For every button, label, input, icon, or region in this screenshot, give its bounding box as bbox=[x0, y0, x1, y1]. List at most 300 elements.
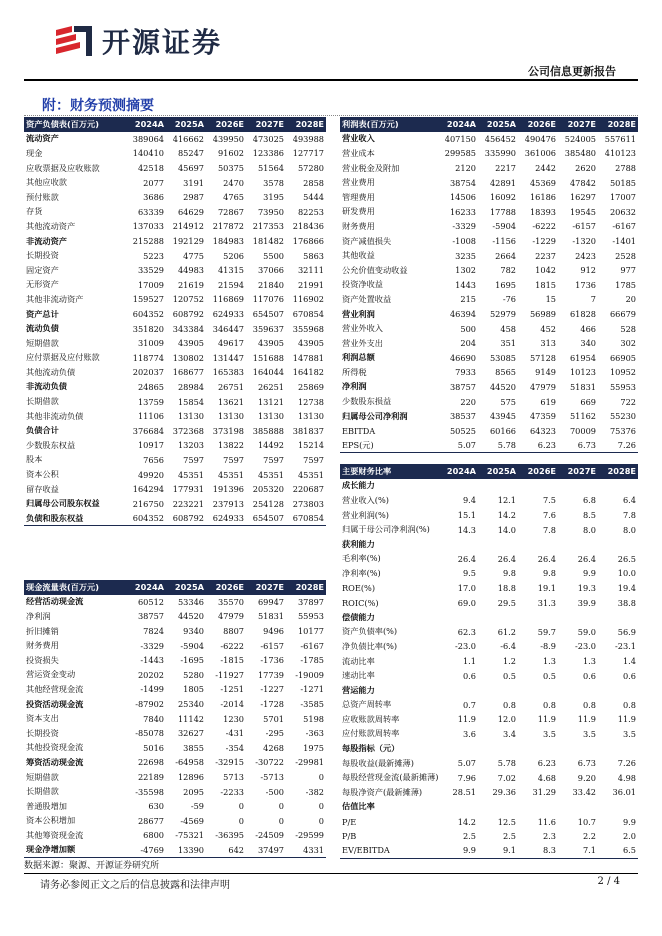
table-row bbox=[340, 785, 638, 800]
cell-value: 1230 bbox=[223, 713, 244, 724]
table-row bbox=[24, 307, 326, 322]
cell-value: 1.4 bbox=[622, 656, 636, 667]
cell-value: 493988 bbox=[292, 133, 324, 144]
table-row bbox=[24, 638, 326, 653]
cell-value: 66679 bbox=[609, 309, 636, 320]
cell-value: 63339 bbox=[137, 206, 164, 217]
row-label: P/B bbox=[342, 831, 357, 842]
financial-ratios-table bbox=[340, 464, 638, 859]
column-header: 2027E bbox=[246, 117, 286, 132]
table-row bbox=[340, 843, 638, 858]
cell-value: 3578 bbox=[263, 177, 284, 188]
cell-value: 120752 bbox=[172, 294, 204, 305]
cell-value: 410123 bbox=[604, 148, 636, 159]
cell-value: 20632 bbox=[609, 206, 636, 217]
cell-value: 313 bbox=[540, 338, 556, 349]
table-row bbox=[24, 726, 326, 741]
cell-value: 2423 bbox=[575, 250, 596, 261]
cell-value: 25340 bbox=[177, 699, 204, 710]
cell-value: 9.9 bbox=[438, 843, 478, 858]
row-label: 预付账款 bbox=[26, 191, 59, 202]
cell-value: 140410 bbox=[132, 148, 164, 159]
cell-value: -6.4 bbox=[500, 641, 516, 652]
cell-value bbox=[478, 610, 518, 625]
income-statement-table bbox=[340, 117, 638, 453]
cell-value: 5198 bbox=[303, 713, 324, 724]
row-label: 长期投资 bbox=[26, 727, 59, 738]
table-row bbox=[340, 219, 638, 234]
cell-value bbox=[598, 800, 638, 815]
cell-value: 61.2 bbox=[497, 626, 516, 637]
cell-value: -2233 bbox=[220, 786, 244, 797]
table-row bbox=[340, 814, 638, 829]
table-row bbox=[24, 278, 326, 293]
cell-value: 654507 bbox=[252, 309, 284, 320]
cell-value: -23.0 bbox=[575, 641, 596, 652]
cell-value: 361006 bbox=[524, 148, 556, 159]
cell-value bbox=[438, 610, 478, 625]
row-label: 无形资产 bbox=[26, 279, 59, 290]
row-label: 其他流动负债 bbox=[26, 366, 76, 377]
cell-value: 51831 bbox=[257, 611, 284, 622]
cell-value: 44520 bbox=[177, 611, 204, 622]
cell-value: 5206 bbox=[223, 250, 244, 261]
table-row bbox=[24, 351, 326, 366]
column-header: 2026E bbox=[518, 464, 558, 479]
cell-value: 52979 bbox=[489, 309, 516, 320]
table-row bbox=[340, 351, 638, 366]
cell-value: 217872 bbox=[212, 221, 244, 232]
column-header: 2024A bbox=[438, 117, 478, 132]
cell-value: -19009 bbox=[295, 669, 324, 680]
cell-value: -6222 bbox=[532, 221, 556, 232]
cell-value: 5.78 bbox=[478, 438, 518, 453]
cell-value: -30722 bbox=[255, 757, 284, 768]
cell-value: 137033 bbox=[132, 221, 164, 232]
row-label: 长期投资 bbox=[26, 250, 59, 261]
cell-value: -6157 bbox=[260, 640, 284, 651]
row-label: 少数股东权益 bbox=[26, 439, 76, 450]
cell-value: 654507 bbox=[246, 511, 286, 526]
cell-value: 51564 bbox=[257, 163, 284, 174]
cell-value: 2788 bbox=[615, 163, 636, 174]
cell-value: 2.2 bbox=[582, 831, 596, 842]
cell-value: 10952 bbox=[609, 367, 636, 378]
table-row bbox=[340, 394, 638, 409]
row-label: 股本 bbox=[26, 454, 43, 465]
cell-value: 722 bbox=[620, 396, 636, 407]
cell-value: 0.5 bbox=[542, 670, 556, 681]
cell-value: 439950 bbox=[212, 133, 244, 144]
cell-value: 8.5 bbox=[582, 510, 596, 521]
cell-value: 10.0 bbox=[617, 568, 636, 579]
column-header: 2026E bbox=[206, 580, 246, 595]
data-source-note: 数据来源：聚源、开源证券研究所 bbox=[24, 861, 160, 871]
cell-value: 57280 bbox=[297, 163, 324, 174]
cell-value: 5863 bbox=[303, 250, 324, 261]
cell-value: 11.9 bbox=[617, 714, 636, 725]
cell-value: 1815 bbox=[535, 279, 556, 290]
cell-value: 118774 bbox=[132, 352, 164, 363]
cell-value: -6167 bbox=[300, 640, 324, 651]
table-title: 资产负债表(百万元) bbox=[24, 117, 126, 132]
cell-value: 9.4 bbox=[462, 495, 476, 506]
cell-value: 9.8 bbox=[542, 568, 556, 579]
cell-value: 0 bbox=[318, 801, 324, 812]
cell-value: 7.96 bbox=[457, 772, 476, 783]
cell-value: 45351 bbox=[217, 469, 244, 480]
cell-value: 69.0 bbox=[457, 597, 476, 608]
cell-value: 42518 bbox=[137, 163, 164, 174]
table-row bbox=[340, 409, 638, 424]
row-label: 财务费用 bbox=[26, 640, 59, 651]
cell-value: 165383 bbox=[212, 367, 244, 378]
cell-value: 47979 bbox=[529, 381, 556, 392]
row-label: 资产总计 bbox=[26, 308, 59, 319]
cell-value: 5.78 bbox=[497, 758, 516, 769]
cell-value: 6.73 bbox=[577, 758, 596, 769]
cell-value: 7597 bbox=[223, 454, 244, 465]
table-row bbox=[340, 146, 638, 161]
column-header: 2027E bbox=[558, 464, 598, 479]
cell-value: 669 bbox=[580, 396, 596, 407]
cell-value: 10123 bbox=[569, 367, 596, 378]
cell-value: 335990 bbox=[484, 148, 516, 159]
table-row bbox=[24, 711, 326, 726]
brand-name: 开源证券 bbox=[102, 26, 223, 59]
row-label: 偿债能力 bbox=[342, 611, 375, 622]
cell-value: 38754 bbox=[449, 177, 476, 188]
cell-value: 32111 bbox=[297, 265, 324, 276]
table-row bbox=[24, 682, 326, 697]
cell-value: 14.0 bbox=[497, 524, 516, 535]
cell-value: 181482 bbox=[252, 236, 284, 247]
cell-value: 12738 bbox=[297, 396, 324, 407]
cell-value: 43905 bbox=[257, 338, 284, 349]
cell-value: 5016 bbox=[143, 742, 164, 753]
cell-value: -1008 bbox=[452, 236, 476, 247]
cell-value: 42891 bbox=[489, 177, 516, 188]
row-label: 折旧摊销 bbox=[26, 625, 59, 636]
row-label: 非流动资产 bbox=[26, 235, 67, 246]
cell-value: 50525 bbox=[449, 425, 476, 436]
cell-value bbox=[558, 537, 598, 552]
table-row bbox=[24, 624, 326, 639]
cell-value: 473025 bbox=[252, 133, 284, 144]
cell-value: 0 bbox=[278, 801, 284, 812]
cell-value: 38537 bbox=[449, 411, 476, 422]
row-label: 净利润 bbox=[342, 381, 367, 392]
column-header: 2028E bbox=[286, 580, 326, 595]
cell-value: 5223 bbox=[143, 250, 164, 261]
cell-value: 51831 bbox=[569, 381, 596, 392]
cell-value: 7.26 bbox=[617, 758, 636, 769]
table-row bbox=[24, 438, 326, 453]
row-label: 其他经营现金流 bbox=[26, 683, 84, 694]
cell-value: 57128 bbox=[529, 352, 556, 363]
cell-value: 3855 bbox=[183, 742, 204, 753]
table-row bbox=[24, 190, 326, 205]
cell-value: 164294 bbox=[132, 484, 164, 495]
cell-value: 9.9 bbox=[622, 816, 636, 827]
row-label: 总资产周转率 bbox=[342, 699, 392, 710]
cell-value: 12.1 bbox=[497, 495, 516, 506]
row-label: 归属母公司股东权益 bbox=[26, 498, 100, 509]
table-row bbox=[24, 799, 326, 814]
cell-value: -5904 bbox=[180, 640, 204, 651]
cell-value: 237913 bbox=[212, 498, 244, 509]
row-label: 归属于母公司净利润(%) bbox=[342, 524, 430, 535]
cell-value: -1229 bbox=[532, 236, 556, 247]
cell-value: 37497 bbox=[246, 843, 286, 858]
table-row bbox=[24, 263, 326, 278]
table-row bbox=[340, 161, 638, 176]
cell-value: 0.5 bbox=[502, 670, 516, 681]
cell-value: 39.9 bbox=[577, 597, 596, 608]
cell-value: 1042 bbox=[535, 265, 556, 276]
cell-value: 7.1 bbox=[558, 843, 598, 858]
cell-value: 26.4 bbox=[457, 553, 476, 564]
cell-value: -1271 bbox=[300, 684, 324, 695]
cell-value: 4.98 bbox=[617, 772, 636, 783]
table-row bbox=[340, 175, 638, 190]
cell-value: 59.0 bbox=[577, 626, 596, 637]
cell-value: 50375 bbox=[217, 163, 244, 174]
cell-value: 55953 bbox=[609, 381, 636, 392]
cell-value: -1401 bbox=[612, 236, 636, 247]
column-header: 2024A bbox=[126, 580, 166, 595]
cell-value: 3.5 bbox=[622, 728, 636, 739]
cell-value: 2.5 bbox=[502, 831, 516, 842]
cell-value: 4.68 bbox=[537, 772, 556, 783]
row-label: 经营活动现金流 bbox=[26, 596, 84, 607]
cell-value: 0.7 bbox=[462, 699, 476, 710]
cell-value: 11.9 bbox=[577, 714, 596, 725]
table-row bbox=[24, 609, 326, 624]
cell-value: 0.8 bbox=[622, 699, 636, 710]
cell-value: 2664 bbox=[495, 250, 516, 261]
cell-value: 299585 bbox=[444, 148, 476, 159]
cell-value: -431 bbox=[225, 728, 244, 739]
cell-value: -1728 bbox=[260, 699, 284, 710]
cell-value: 9.20 bbox=[577, 772, 596, 783]
table-row bbox=[340, 278, 638, 293]
table-row bbox=[340, 292, 638, 307]
cell-value: -23.1 bbox=[615, 641, 636, 652]
cell-value: 216750 bbox=[132, 498, 164, 509]
cell-value: -1443 bbox=[140, 655, 164, 666]
table-row bbox=[340, 741, 638, 756]
table-row bbox=[340, 566, 638, 581]
cell-value: 2620 bbox=[575, 163, 596, 174]
table-row bbox=[24, 741, 326, 756]
cell-value: 15.1 bbox=[457, 510, 476, 521]
cell-value: 782 bbox=[500, 265, 516, 276]
row-label: 营业收入(%) bbox=[342, 494, 389, 505]
cell-value bbox=[478, 479, 518, 494]
cell-value: 1.3 bbox=[542, 656, 556, 667]
row-label: 速动比率 bbox=[342, 670, 375, 681]
cell-value bbox=[478, 537, 518, 552]
column-header: 2028E bbox=[598, 464, 638, 479]
cell-value: 373198 bbox=[212, 425, 244, 436]
cell-value: 164044 bbox=[252, 367, 284, 378]
cell-value: 608792 bbox=[166, 511, 206, 526]
cell-value: 9496 bbox=[263, 626, 284, 637]
cell-value: -1499 bbox=[140, 684, 164, 695]
cell-value: 2.0 bbox=[622, 831, 636, 842]
cell-value: 0.6 bbox=[622, 670, 636, 681]
cell-value: 19545 bbox=[569, 206, 596, 217]
cell-value: 131447 bbox=[212, 352, 244, 363]
cell-value: 61954 bbox=[569, 352, 596, 363]
cell-value: 217353 bbox=[252, 221, 284, 232]
row-label: 营业税金及附加 bbox=[342, 162, 400, 173]
cell-value: 0 bbox=[318, 772, 324, 783]
table-row bbox=[24, 205, 326, 220]
row-label: 每股净资产(最新摊薄) bbox=[342, 786, 423, 797]
cell-value: -1815 bbox=[220, 655, 244, 666]
row-label: 营业费用 bbox=[342, 177, 375, 188]
row-label: 毛利率(%) bbox=[342, 553, 381, 564]
row-label: 净负债比率(%) bbox=[342, 640, 398, 651]
cell-value bbox=[558, 683, 598, 698]
cell-value bbox=[558, 800, 598, 815]
row-label: 营业收入 bbox=[342, 133, 375, 144]
cell-value: 47979 bbox=[217, 611, 244, 622]
cell-value: 62.3 bbox=[457, 626, 476, 637]
cell-value: -3329 bbox=[140, 640, 164, 651]
cell-value: 75376 bbox=[609, 425, 636, 436]
table-row bbox=[340, 307, 638, 322]
column-header: 2027E bbox=[246, 580, 286, 595]
cell-value: 38.8 bbox=[617, 597, 636, 608]
cell-value: 28.51 bbox=[452, 787, 476, 798]
cell-value: 2095 bbox=[183, 786, 204, 797]
cell-value: 12.0 bbox=[497, 714, 516, 725]
cell-value: 452 bbox=[540, 323, 556, 334]
cell-value: 21840 bbox=[257, 279, 284, 290]
cell-value: 192129 bbox=[172, 236, 204, 247]
row-label: 管理费用 bbox=[342, 191, 375, 202]
cash-flow-table bbox=[24, 580, 326, 858]
row-label: 流动负债 bbox=[26, 323, 59, 334]
cell-value: 37066 bbox=[257, 265, 284, 276]
cell-value: 123386 bbox=[252, 148, 284, 159]
cell-value: 642 bbox=[206, 843, 246, 858]
cell-value: 2858 bbox=[303, 177, 324, 188]
cell-value: 177931 bbox=[172, 484, 204, 495]
row-label: EBITDA bbox=[342, 425, 376, 436]
cell-value: 73950 bbox=[257, 206, 284, 217]
cell-value: 17007 bbox=[609, 192, 636, 203]
cell-value bbox=[598, 683, 638, 698]
cell-value: 4331 bbox=[286, 843, 326, 858]
cell-value bbox=[438, 537, 478, 552]
row-label: 长期借款 bbox=[26, 396, 59, 407]
cell-value: 33.42 bbox=[572, 787, 596, 798]
cell-value: 6.4 bbox=[622, 495, 636, 506]
row-label: 获利能力 bbox=[342, 538, 375, 549]
cell-value: 5280 bbox=[183, 669, 204, 680]
table-row bbox=[340, 493, 638, 508]
row-label: 其他流动资产 bbox=[26, 220, 76, 231]
row-label: 资产减值损失 bbox=[342, 235, 392, 246]
cell-value: 2.3 bbox=[542, 831, 556, 842]
cell-value: -6157 bbox=[572, 221, 596, 232]
row-label: 营业外收入 bbox=[342, 323, 383, 334]
cell-value: 38757 bbox=[449, 381, 476, 392]
cell-value: 359637 bbox=[252, 323, 284, 334]
cell-value: 0.6 bbox=[582, 670, 596, 681]
column-header: 2025A bbox=[478, 464, 518, 479]
cell-value bbox=[438, 683, 478, 698]
cell-value: 26751 bbox=[217, 381, 244, 392]
cell-value: 1695 bbox=[495, 279, 516, 290]
row-label: ROE(%) bbox=[342, 583, 376, 594]
cell-value: 22698 bbox=[137, 757, 164, 768]
cell-value: 670854 bbox=[286, 511, 326, 526]
row-label: 筹资活动现金流 bbox=[26, 756, 84, 767]
cell-value: 15214 bbox=[297, 440, 324, 451]
table-row bbox=[24, 336, 326, 351]
table-row bbox=[340, 508, 638, 523]
cell-value: 26.5 bbox=[617, 553, 636, 564]
row-label: 留存收益 bbox=[26, 483, 59, 494]
cell-value: 624933 bbox=[212, 309, 244, 320]
cell-value bbox=[518, 741, 558, 756]
cell-value: -8.9 bbox=[540, 641, 556, 652]
table-row bbox=[24, 132, 326, 147]
cell-value: 7597 bbox=[263, 454, 284, 465]
table-row bbox=[340, 698, 638, 713]
table-title: 主要财务比率 bbox=[340, 464, 438, 479]
cell-value: -1320 bbox=[572, 236, 596, 247]
cell-value: 1805 bbox=[183, 684, 204, 695]
cell-value: 389064 bbox=[132, 133, 164, 144]
cell-value: 223221 bbox=[172, 498, 204, 509]
cell-value: -6222 bbox=[220, 640, 244, 651]
cell-value: 351 bbox=[500, 338, 516, 349]
cell-value: 7.26 bbox=[598, 438, 638, 453]
cell-value: 70009 bbox=[569, 425, 596, 436]
row-label: 短期借款 bbox=[26, 771, 59, 782]
logo-mark-icon bbox=[52, 22, 98, 60]
cell-value: 13759 bbox=[137, 396, 164, 407]
table-row bbox=[340, 423, 638, 438]
cell-value: 0 bbox=[238, 801, 244, 812]
cell-value: 26.4 bbox=[497, 553, 516, 564]
table-row bbox=[24, 770, 326, 785]
cell-value bbox=[518, 537, 558, 552]
cell-value: -3329 bbox=[452, 221, 476, 232]
cell-value: 82253 bbox=[297, 206, 324, 217]
row-label: 营业利润 bbox=[342, 308, 375, 319]
cell-value: 528 bbox=[620, 323, 636, 334]
cell-value: 31.29 bbox=[532, 787, 556, 798]
cell-value: 130802 bbox=[172, 352, 204, 363]
cell-value: 14.3 bbox=[457, 524, 476, 535]
table-row bbox=[24, 146, 326, 161]
table-row bbox=[340, 683, 638, 698]
cell-value: 490476 bbox=[524, 133, 556, 144]
table-row bbox=[340, 727, 638, 742]
cell-value: 466 bbox=[580, 323, 596, 334]
cell-value: -2014 bbox=[220, 699, 244, 710]
row-label: 研发费用 bbox=[342, 206, 375, 217]
row-label: 负债和股东权益 bbox=[24, 511, 126, 526]
cell-value: 2.5 bbox=[462, 831, 476, 842]
